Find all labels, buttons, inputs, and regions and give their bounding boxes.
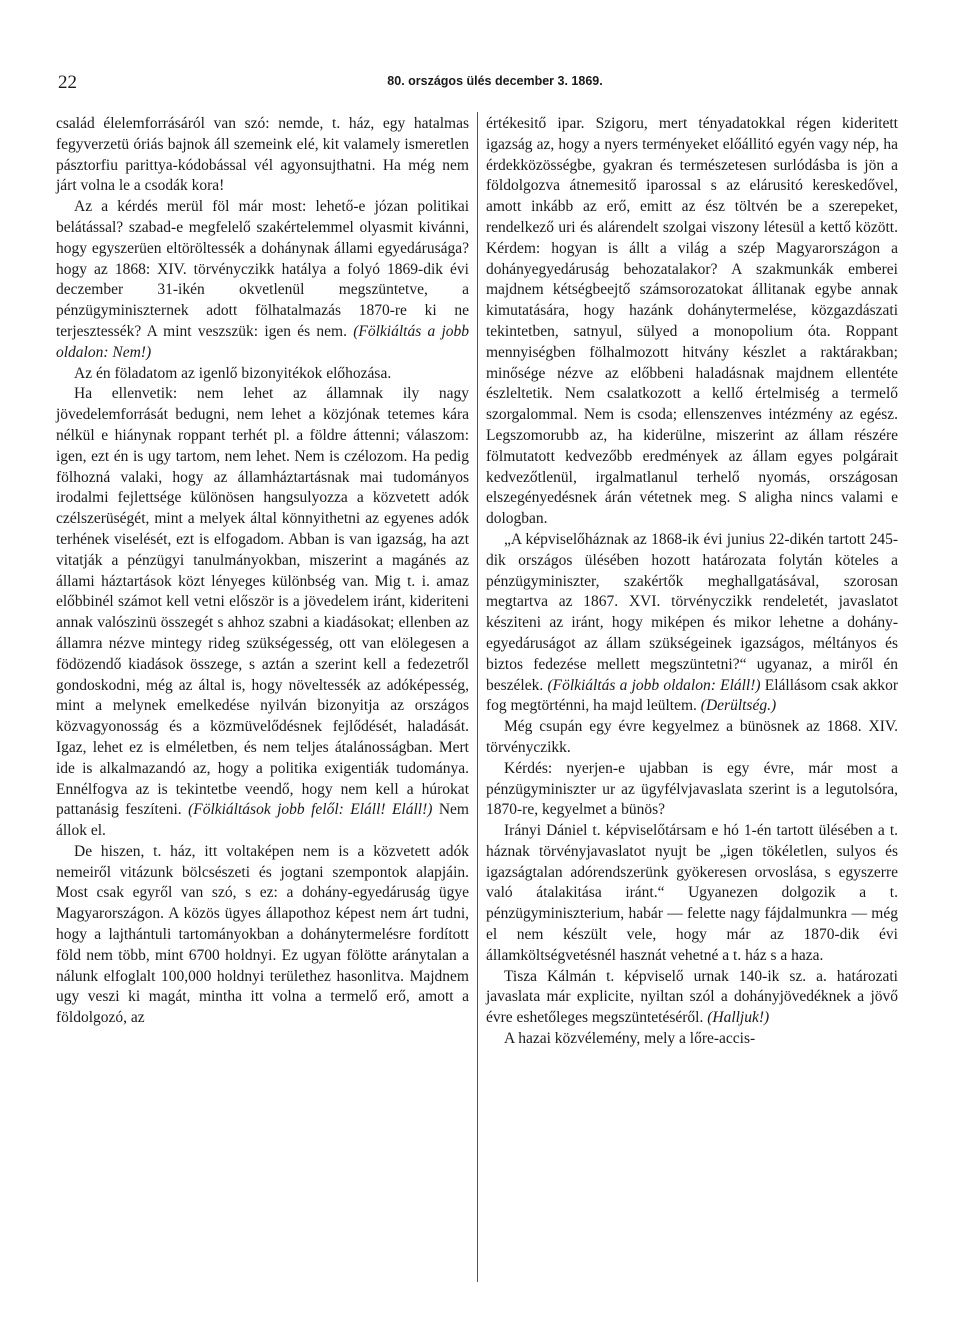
paragraph: család élelemforrásáról van szó: nemde, t. ház, egy hatalmas fegyverzetü óriás bajnok áll szemeink elé, kit valamely ismeretlen pásztorfiu parittya-kódobással vél agyonsujthatni. Ha még nem járt volna le a csodák kora! bbox=[56, 115, 469, 195]
paragraph: Az én föladatom az igenlő bizonyitékok előhozása. bbox=[74, 364, 392, 382]
paragraph: Kérdés: nyerjen-e ujabban is egy évre, már most a pénzügyminiszter ur az ügyfélvjavaslata szerint is a legutolsóra, 1870-re, kegyelmet a bünös? bbox=[486, 759, 898, 819]
page-number: 22 bbox=[58, 72, 77, 93]
left-column bbox=[56, 114, 469, 1029]
paragraph: értékesitő ipar. Szigoru, mert tényadatokkal régen kideritett igazság az, hogy a nyers terményeket előállitó egyén vagy nép, ha érdekközösségbe, gyakran és természetesen surlódásba is jön a földolgozva átnemesitő iparossal s az elárusitó kereskedővel, amott inkább az erő, emitt az ész töltvén be a szerepeket, rendelkező uri és alárendelt szolgai viszony létesül a kettő között. Kérdem: hogyan is állt a világ a szép Magyarországon a dohányegyedáruság behozatalakor? A szakmunkák emberei majdnem kétségbeejtő számsorozatokat állitanak egybe annak kimutatására, hogy hazánk dohánytermelése, közgazdászati tekintetben, satnyul, sülyed a monopolium óta. Roppant mennyiségben fölhalmozott hitvány készlet a raktárakban; minősége nézve az előbbeni haladásnak majdnem ellentéte észleltetik. Nem csalatkozott a kellő értelmiség a termelő szorgalommal. Nem is csoda; ellenszenves intézmény az egész. Legszomorubb az, ha kiderülne, miszerint az állam részére fölmutatott kedvezőbb eredmények az állam egyes polgárait kedvezőtlenül, irgalmatlanul terhelő nyomás, országosan elszegényedésnek árán vétetnek meg. S aligha nincs valami e dologban. bbox=[486, 115, 898, 528]
running-head: 80. országos ülés december 3. 1869. bbox=[387, 74, 603, 88]
right-column bbox=[486, 114, 898, 1050]
paragraph: De hiszen, t. ház, itt voltaképen nem is a közvetett adók nemeiről vitázunk bölcsészeti és jogtani szempontok alapjáin. Most csak egyről van szó, s ez: a dohány-egyedáruság ügye Magyarországon. A közös ügyes állapothoz képest nem árt tudni, hogy a lajthántuli tartományokban a dohánytermelésre fordított föld nem több, mint 6700 holdnyi. Ez ugyan fölötte aránytalan a nálunk elfoglalt 100,000 holdnyi területhez hasonlitva. Majdnem ugy veszi ki magát, mintha itt volna a termelő erő, amott a földolgozó, az bbox=[56, 842, 469, 1027]
paragraph: „A képviselőháznak az 1868-ik évi junius 22-dikén tartott 245-dik országos ülésében hozott határozata folytán köteles a pénzügyminiszter, szakértők meghallgatásával, szorosan megtartva az 1867. XVI. törvényczikk rendeletét, javaslatot késziteni az iránt, hogy miképen és mikor lehetne a dohány-egyedáruságot az állam szükségeinek igazságos, méltányos és biztos fedezése mellett megszüntetni?“ ugyanaz, a miről én beszélek. (Fölkiáltás a jobb oldalon: Eláll!) Elállásom csak akkor fog megtörténni, ha majd leültem. (Derültség.) bbox=[486, 530, 898, 715]
page-header bbox=[0, 72, 960, 96]
paragraph: Még csupán egy évre kegyelmez a bünösnek az 1868. XIV. törvényczikk. bbox=[486, 718, 898, 756]
column-divider bbox=[477, 112, 478, 1282]
paragraph: Irányi Dániel t. képviselőtársam e hó 1-én tartott ülésében a t. háznak törvényjavaslatot nyujt be „igen tökéletlen, sulyos és igazságtalan adórendszerünk gyökeresen orvoslása, s egyszerre való átalakitása iránt.“ Ugyanezen dolgozik a t. pénzügyminiszterium, habár — felette nagy fájdalmunkra — még el nem készült vele, hogy már az 1870-dik évi államköltségvetésnél hasznát vehetné a t. ház s a haza. bbox=[486, 822, 898, 964]
paragraph: A hazai közvélemény, mely a lőre-accis- bbox=[504, 1030, 756, 1048]
interjection: (Fölkiáltás a jobb oldalon: Nem!) bbox=[56, 322, 470, 361]
interjection: (Halljuk!) bbox=[707, 1009, 770, 1027]
paragraph: Tisza Kálmán t. képviselő urnak 140-ik sz. a. határozati javaslata már explicite, nyiltan szól a dohányjövedéknek a jövő évre eshetőleges megszüntetéséről. (Halljuk!) bbox=[486, 967, 898, 1027]
interjection: (Fölkiáltás a jobb oldalon: Eláll!) bbox=[547, 676, 761, 694]
paragraph: Az a kérdés merül föl már most: lehető-e józan politikai belátással? szabad-e megfelelő szakértelemmel olyasmit kivánni, hogy egyszerüen eltöröltessék a dohánynak állami egyedárusága? hogy az 1868: XIV. törvényczikk hatálya a folyó 1869-dik évi deczember 31-ikén okvetlenül megszüntetve, a pénzügyminiszternek adott fölhatalmazás 1870-re ki ne terjesztessék? A mint veszszük: igen és nem. (Fölkiáltás a jobb oldalon: Nem!) bbox=[56, 198, 470, 361]
paragraph: Ha ellenvetik: nem lehet az államnak ily nagy jövedelemforrását bedugni, nem lehet a közjónak tetemes kára nélkül e hiánynak roppant terhét pl. a földre áttenni; válaszom: igen, ezt én is ugy tartom, nem lehet. Nem is czélozom. Ha pedig fölhozná valaki, hogy az államháztartásnak mai tudományos irodalmi fejlettsége különösen hangsulyozza a közvetett adók czélszerüségét, mint a melyek által könnyithetni az egyenes adók terhének viselését, ezt is elfogadom. Abban is van igazság, ha azt vitatják a pénzügyi tanulmányokban, miszerint a magánés az állami háztartások közt lényeges különbség van. Mig t. i. amaz előbbinél számot kell vetni először is a jövedelem iránt, kideriteni annak valószinü összegét s ahhoz szabni a kiadásokat; ellenben az államra nézve mintegy rideg szükségesség, ott van elölegesen a födözendő kiadások összege, s aztán a szerint kell a fedezetről gondoskodni, még az által is, hogy növeltessék az adóképesség, mint a melynek emelkedése nyilván bizonyitja az országos közvagyonosság és a közmüvelődésnek fejlődését, haladását. Igaz, lehet ez is elméletben, és nem teljes átalánosságban. Mert ide is alkalmazandó az, hogy a politika exigentiák tudománya. Ennélfogva az is tekintetbe veendő, hogy nem kell a húrokat pattanásig feszíteni. (Fölkiáltások jobb felől: Eláll! Eláll!) Nem állok el. bbox=[56, 385, 469, 840]
interjection: (Derültség.) bbox=[700, 697, 777, 715]
interjection: (Fölkiáltások jobb felől: Eláll! Eláll!) bbox=[188, 801, 433, 819]
